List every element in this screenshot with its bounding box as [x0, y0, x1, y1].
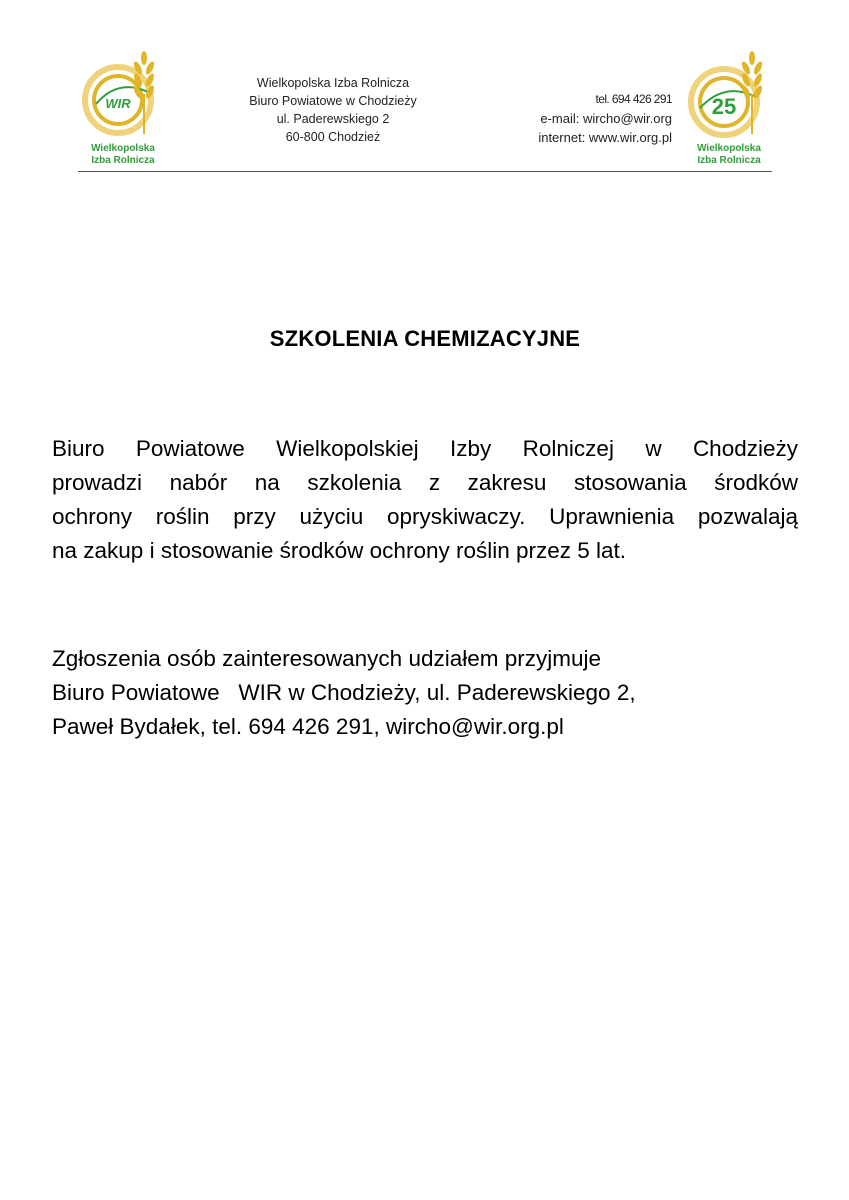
paragraph-line: ochrony roślin przy użyciu opryskiwaczy. Uprawnienia pozwalają [52, 504, 798, 529]
logo-mark-text: WIR [105, 96, 131, 111]
paragraph-line: Biuro Powiatowe WIR w Chodzieży, ul. Paderewskiego 2, [52, 680, 636, 705]
logo-caption [684, 143, 774, 167]
wir-25-logo [684, 48, 774, 172]
logo-caption-line: Wielkopolska [697, 143, 761, 154]
logo-caption-line: Izba Rolnicza [91, 155, 155, 166]
header-divider [78, 171, 772, 172]
paragraph-line: Biuro Powiatowe Wielkopolskiej Izby Rolniczej w Chodzieży [52, 436, 798, 461]
contact-website: internet: www.wir.org.pl [538, 130, 672, 145]
registration-paragraph [52, 642, 798, 744]
announcement-paragraph [52, 432, 798, 568]
paragraph-line: prowadzi nabór na szkolenia z zakresu stosowania środków [52, 470, 798, 495]
contact-phone: tel. 694 426 291 [595, 92, 672, 106]
logo-mark-text: 25 [711, 94, 737, 119]
logo-caption-line: Wielkopolska [91, 143, 155, 154]
paragraph-line: Zgłoszenia osób zainteresowanych udziałem przyjmuje [52, 646, 602, 671]
paragraph-line: na zakup i stosowanie środków ochrony roślin przez 5 lat. [52, 538, 627, 563]
contact-email: e-mail: wircho@wir.org [540, 111, 672, 126]
address-line: Wielkopolska Izba Rolnicza [256, 76, 410, 90]
wheat-emblem-icon [78, 48, 168, 144]
logo-caption-line: Izba Rolnicza [697, 155, 761, 166]
office-contact [458, 90, 672, 147]
document-title: SZKOLENIA CHEMIZACYJNE [269, 326, 581, 351]
logo-caption [78, 143, 168, 167]
address-line: 60-800 Chodzież [285, 130, 381, 144]
wheat-anniversary-icon [684, 48, 774, 144]
wir-logo [78, 48, 168, 172]
address-line: Biuro Powiatowe w Chodzieży [249, 94, 417, 108]
office-address [218, 74, 448, 146]
letterhead [78, 48, 772, 172]
paragraph-line: Paweł Bydałek, tel. 694 426 291, wircho@wir.org.pl [52, 714, 564, 739]
address-line: ul. Paderewskiego 2 [276, 112, 390, 126]
